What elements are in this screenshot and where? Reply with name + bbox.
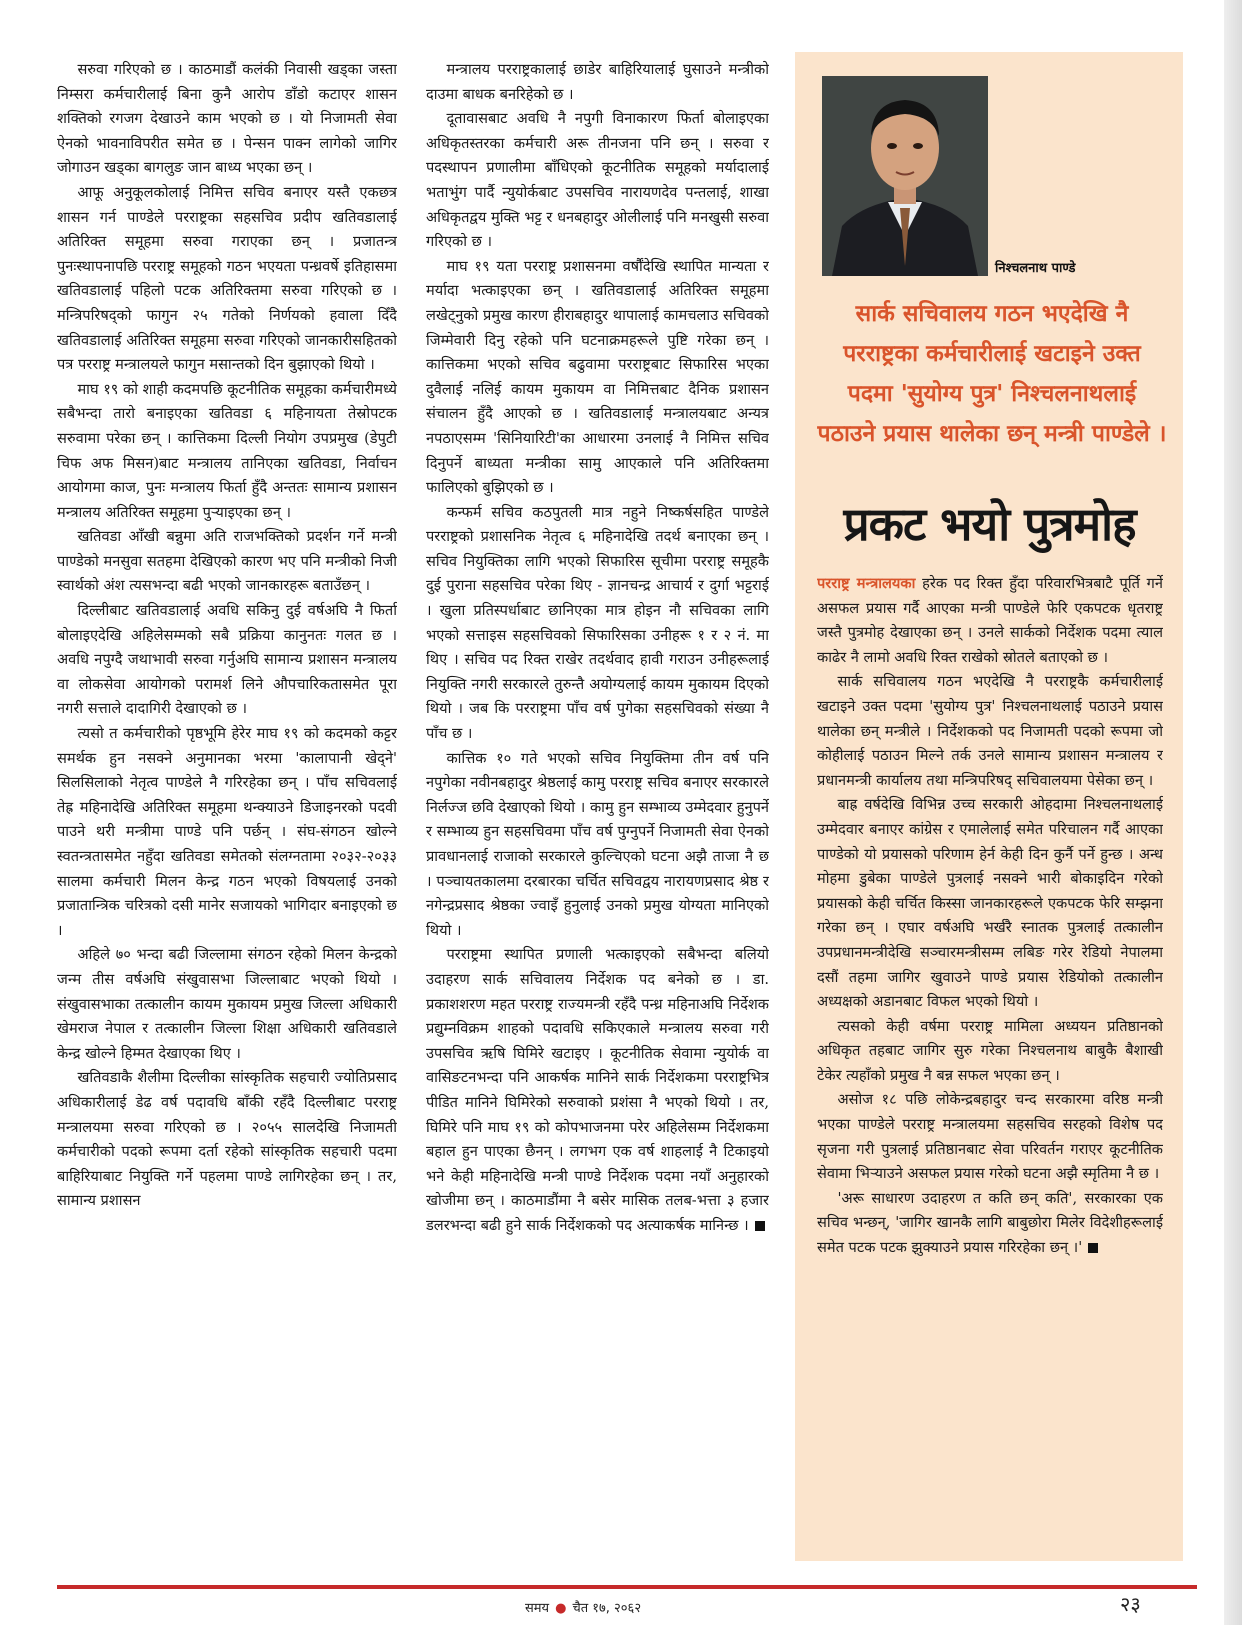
sidebar-body (817, 572, 1163, 1547)
end-mark-icon (1088, 1243, 1098, 1253)
sidebar-paragraph-text: सार्क सचिवालय गठन भएदेखि नै परराष्ट्रकै कर्मचारीलाई खटाइने उक्त पदमा 'सुयोग्य पुत्र' निश्चलनाथलाई पठाउने प्रयास थालेका छन् मन्त्रीले । निर्देशकको पद निजामती पदको रूपमा जो कोहीलाई पठाउन मिल्ने तर्क उनले सामान्य प्रशासन मन्त्रालय र प्रधानमन्त्री कार्यालय तथा मन्त्रिपरिषद् सचिवालयमा पेसेका छन् । (817, 673, 1163, 789)
sidebar-paragraph-text: असोज १८ पछि लोकेन्द्रबहादुर चन्द सरकारमा वरिष्ठ मन्त्री भएका पाण्डेले परराष्ट्र मन्त्रालयमा सहसचिव सरहको विशेष पद सृजना गरी पुत्रलाई प्रतिष्ठानबाट सेवा परिवर्तन गराएर कूटनीतिक सेवामा भिऱ्याउने असफल प्रयास गरेको घटना अझै स्मृतिमा नै छ । (817, 1091, 1163, 1183)
article-paragraph: अहिले ७० भन्दा बढी जिल्लामा संगठन रहेको मिलन केन्द्रको जन्म तीस वर्षअघि संखुवासभा जिल्लाबाट भएको थियो । संखुवासभाका तत्कालीन कायम मुकायम प्रमुख जिल्ला अधिकारी खेमराज नेपाल र तत्कालीन जिल्ला शिक्षा अधिकारी खतिवडाले केन्द्र खोल्ने हिम्मत देखाएका थिए । (57, 946, 397, 1062)
lead-words: परराष्ट्र मन्त्रालयका (817, 575, 916, 592)
article-paragraph: दूतावासबाट अवधि नै नपुगी विनाकारण फिर्ता बोलाइएका अधिकृतस्तरका कर्मचारी अरू तीनजना पनि छन् । सरुवा र पदस्थापन प्रणालीमा बाँधिएको कूटनीतिक समूहको मर्यादालाई भताभुंग पार्दै न्युयोर्कबाट उपसचिव नारायणदेव पन्तलाई, शाखा अधिकृतद्वय मुक्ति भट्ट र धनबहादुर ओलीलाई पनि मनखुसी सरुवा गरिएको छ । (426, 110, 769, 251)
sidebar-paragraph (817, 670, 1163, 793)
photo-caption: निश्चलनाथ पाण्डे (995, 261, 1076, 276)
article-paragraph: सरुवा गरिएको छ । काठमाडौं कलंकी निवासी खड्का जस्ता निम्सरा कर्मचारीलाई बिना कुनै आरोप डाँडो कटाएर शासन शक्तिको रगजग देखाउने काम भएको छ । यो निजामती सेवा ऐनको भावनाविपरीत समेत छ । पेन्सन पाक्न लागेको जागिर जोगाउन खड्का बागलुङ जान बाध्य भएका छन् । (57, 61, 397, 177)
portrait-image (822, 76, 988, 276)
bullet-dot-icon: ● (555, 1601, 567, 1616)
article-paragraph: खतिवडा आँखी बन्नुमा अति राजभक्तिको प्रदर्शन गर्ने मन्त्री पाण्डेको मनसुवा सतहमा देखिएको कारण भए पनि मन्त्रीको निजी स्वार्थको अंश त्यसभन्दा बढी भएको जानकारहरू बताउँछन् । (57, 528, 397, 595)
sidebar-paragraph-text: हरेक पद रिक्त हुँदा परिवारभित्रबाटै पूर्ति गर्ने असफल प्रयास गर्दै आएका मन्त्री पाण्डेले फेरि एकपटक धृतराष्ट्र जस्तै पुत्रमोह देखाएका छन् । उनले सार्कको निर्देशक पदमा त्याल काढेर नै लामो अवधि रिक्त राखेको स्रोतले बताएको छ । (817, 575, 1163, 666)
sidebar-paragraph-text: बाह्र वर्षदेखि विभिन्न उच्च सरकारी ओहदामा निश्चलनाथलाई उम्मेदवार बनाएर कांग्रेस र एमालेलाई समेत परिचालन गर्दै आएका पाण्डेको यो प्रयासको परिणाम हेर्न केही दिन कुर्नै पर्ने हुन्छ । अन्ध मोहमा डुबेका पाण्डेले पुत्रलाई नसक्ने भारी बोकाइदिन गरेको प्रयासको केही चर्चित किस्सा जानकारहरूले एकपटक फेरि सम्झना गरेका छन् । एघार वर्षअघि भर्खरै स्नातक पुत्रलाई तत्कालीन उपप्रधानमन्त्रीदेखि सञ्चारमन्त्रीसम्म लबिङ गरेर रेडियो नेपालमा दसौं तहमा जागिर खुवाउने पाण्डे प्रयास रेडियोको तत्कालीन अध्यक्षको अडानबाट विफल भएको थियो । (817, 796, 1163, 1011)
sidebar-box (795, 52, 1183, 1561)
sidebar-paragraph (817, 1015, 1163, 1089)
article-paragraph: आफू अनुकूलकोलाई निमित्त सचिव बनाएर यस्तै एकछत्र शासन गर्न पाण्डेले परराष्ट्रका सहसचिव प्रदीप खतिवडालाई अतिरिक्त समूहमा सरुवा गराएका छन् । प्रजातन्त्र पुनःस्थापनापछि परराष्ट्र समूहको गठन भएयता पन्ध्रवर्षे इतिहासमा खतिवडालाई पहिलो पटक अतिरिक्तमा सरुवा गरिएको छ । मन्त्रिपरिषद्को फागुन २५ गतेको निर्णयको हवाला दिँदै खतिवडालाई अतिरिक्त समूहमा सरुवा गरिएको जानकारीसहितको पत्र परराष्ट्र मन्त्रालयले फागुन मसान्तको दिन बुझाएको थियो । (57, 183, 397, 374)
sidebar-paragraph (817, 1088, 1163, 1186)
issue-date: चैत १७, २०६२ (572, 1601, 642, 1616)
article-paragraph: मन्त्रालय परराष्ट्रकालाई छाडेर बाहिरियालाई घुसाउने मन्त्रीको दाउमा बाधक बनरिहेको छ । (426, 61, 769, 103)
end-mark-icon (755, 1221, 765, 1231)
sidebar-paragraph (817, 572, 1163, 670)
article-paragraph: कात्तिक १० गते भएको सचिव नियुक्तिमा तीन वर्ष पनि नपुगेका नवीनबहादुर श्रेष्ठलाई कामु परराष्ट्र सचिव बनाएर सरकारले निर्लज्ज छवि देखाएको थियो । कामु हुन सम्भाव्य उम्मेदवार हुनुपर्ने र सम्भाव्य हुन सहसचिवमा पाँच वर्ष पुग्नुपर्ने निजामती सेवा ऐनको प्रावधानलाई राजाको सरकारले कुल्चिएको घटना अझै ताजा नै छ । पञ्चायतकालमा दरबारका चर्चित सचिवद्वय नारायणप्रसाद श्रेष्ठ र नगेन्द्रप्रसाद श्रेष्ठका ज्वाइँ हुनुलाई उनको प्रमुख योग्यता मानिएको थियो । (426, 749, 769, 939)
article-paragraph: माघ १९ यता परराष्ट्र प्रशासनमा वर्षौंदेखि स्थापित मान्यता र मर्यादा भत्काइएका छन् । खतिवडालाई अतिरिक्त समूहमा लखेट्नुको प्रमुख कारण हीराबहादुर थापालाई कामचलाउ सचिवको जिम्मेवारी दिनु रहेको पनि घटनाक्रमहरूले पुष्टि गरेका छन् । कात्तिकमा भएको सचिव बढुवामा परराष्ट्रबाट सिफारिस भएका दुवैलाई नलिई कायम मुकायम वा निमित्तबाट दैनिक प्रशासन संचालन हुँदै आएको छ । खतिवडालाई मन्त्रालयबाट अन्यत्र नपठाएसम्म 'सिनियारिटी'का आधारमा उनलाई नै निमित्त सचिव दिनुपर्ने बाध्यता मन्त्रीका सामु आएकाले पनि अतिरिक्तमा फालिएको बुझिएको छ । (426, 257, 769, 497)
sidebar-paragraph (817, 793, 1163, 1014)
sidebar-paragraph-text: 'अरू साधारण उदाहरण त कति छन् कति', सरकारका एक सचिव भन्छन्, 'जागिर खानकै लागि बाबुछोरा मिलेर विदेशीहरूलाई समेत पटक पटक झुक्याउने प्रयास गरिरहेका छन् ।' (817, 1189, 1163, 1257)
publication-name: समय (525, 1601, 550, 1616)
article-column-1 (57, 58, 397, 1558)
article-paragraph: खतिवडाकै शैलीमा दिल्लीका सांस्कृतिक सहचारी ज्योतिप्रसाद अधिकारीलाई डेढ वर्ष पदावधि बाँकी रहँदै दिल्लीबाट परराष्ट्र मन्त्रालयमा सरुवा गरिएको छ । २०५५ सालदेखि निजामती कर्मचारीको पदको रूपमा दर्ता रहेको सांस्कृतिक सहचारी पदमा बाहिरियाबाट नियुक्ति गर्ने पहलमा पाण्डे लागिरहेका छन् । तर, सामान्य प्रशासन (57, 1069, 397, 1210)
article-paragraph: दिल्लीबाट खतिवडालाई अवधि सकिनु दुई वर्षअघि नै फिर्ता बोलाइएदेखि अहिलेसम्मको सबै प्रक्रिया कानुनतः गलत छ । अवधि नपुग्दै जथाभावी सरुवा गर्नुअघि सामान्य प्रशासन मन्त्रालय वा लोकसेवा आयोगको परामर्श लिने औपचारिकतासमेत पूरा नगरी सत्ताले दादागिरी देखाएको छ । (57, 602, 397, 718)
page-number: २३ (1120, 1592, 1141, 1616)
sidebar-paragraph (817, 1187, 1163, 1261)
footer-rule (57, 1585, 1197, 1589)
footer-publication (525, 1598, 641, 1616)
article-paragraph: परराष्ट्रमा स्थापित प्रणाली भत्काइएको सबैभन्दा बलियो उदाहरण सार्क सचिवालय निर्देशक पद बनेको छ । डा. प्रकाशशरण महत परराष्ट्र राज्यमन्त्री रहँदै पन्ध्र महिनाअघि निर्देशक प्रद्युम्नविक्रम शाहको पदावधि सकिएकाले मन्त्रालय सरुवा गरी उपसचिव ऋषि घिमिरे खटाइए । कूटनीतिक सेवामा न्युयोर्क वा वासिङटनभन्दा पनि आकर्षक मानिने सार्क निर्देशकमा परराष्ट्रभित्र पीडित मानिने घिमिरेको सरुवाको प्रशंसा नै भएको थियो । तर, घिमिरे पनि माघ १९ को कोपभाजनमा परेर अहिलेसम्म निर्देशकमा बहाल हुन पाएका छैनन् । लगभग एक वर्ष शाहलाई नै टिकाइयो भने केही महिनादेखि मन्त्री पाण्डे निर्देशक पदमा नयाँ अनुहारको खोजीमा छन् । काठमाडौंमा नै बसेर मासिक तलब-भत्ता ३ हजार डलरभन्दा बढी हुने सार्क निर्देशकको पद अत्याकर्षक मानिन्छ । (426, 946, 769, 1234)
page-edge-shadow (1224, 0, 1242, 1625)
article-paragraph: माघ १९ को शाही कदमपछि कूटनीतिक समूहका कर्मचारीमध्ये सबैभन्दा तारो बनाइएका खतिवडा ६ महिनायता तेस्रोपटक सरुवामा परेका छन् । कात्तिकमा दिल्ली नियोग उपप्रमुख (डेपुटी चिफ अफ मिसन)बाट मन्त्रालय तानिएका खतिवडा, निर्वाचन आयोगमा काज, पुनः मन्त्रालय फिर्ता हुँदै अन्ततः सामान्य प्रशासन मन्त्रालय अतिरिक्त समूहमा पुऱ्याइएका छन् । (57, 380, 397, 521)
portrait-photo (822, 76, 988, 276)
article-paragraph: कन्फर्म सचिव कठपुतली मात्र नहुने निष्कर्षसहित पाण्डेले परराष्ट्रको प्रशासनिक नेतृत्व ६ महिनादेखि तदर्थ बनाएका छन् । सचिव नियुक्तिका लागि भएको सिफारिस सूचीमा परराष्ट्र समूहकै दुई पुराना सहसचिव परेका थिए - ज्ञानचन्द्र आचार्य र दुर्गा भट्टराई । खुला प्रतिस्पर्धाबाट छानिएका मात्र होइन नौ सचिवका लागि भएको सत्ताइस सहसचिवको सिफारिसका उनीहरू १ र २ नं. मा थिए । सचिव पद रिक्त राखेर तदर्थवाद हावी गराउन उनीहरूलाई नियुक्ति नगरी सरकारले तुरुन्तै अयोग्यलाई कायम मुकायम दिएको थियो । जब कि परराष्ट्रमा पाँच वर्ष पुगेका सहसचिवको संख्या नै पाँच छ । (426, 503, 769, 743)
pull-quote: सार्क सचिवालय गठन भएदेखि नै परराष्ट्रका कर्मचारीलाई खटाइने उक्त पदमा 'सुयोग्य पुत्र' निश्चलनाथलाई पठाउने प्रयास थालेका छन् मन्त्री पाण्डेले । (817, 301, 1167, 447)
sidebar-paragraph-text: त्यसको केही वर्षमा परराष्ट्र मामिला अध्ययन प्रतिष्ठानको अधिकृत तहबाट जागिर सुरु गरेका निश्चलनाथ बाबुकै बैशाखी टेकेर त्यहाँको प्रमुख नै बन्न सफल भएका छन् । (817, 1017, 1163, 1084)
sidebar-headline: प्रकट भयो पुत्रमोह (843, 497, 1136, 551)
article-column-2 (426, 58, 769, 1558)
article-paragraph: त्यसो त कर्मचारीको पृष्ठभूमि हेरेर माघ १९ को कदमको कट्टर समर्थक हुन नसक्ने अनुमानका भरमा 'कालापानी खेद्ने' सिलसिलाको नेतृत्व पाण्डेले नै गरिरहेका छन् । पाँच सचिवलाई तेह्र महिनादेखि अतिरिक्त समूहमा थन्क्याउने डिजाइनरको पदवी पाउने थरी मन्त्रीमा पाण्डे पनि पर्छन् । संघ-संगठन खोल्ने स्वतन्त्रतासमेत नहुँदा खतिवडा समेतको संलग्नतामा २०३२-२०३३ सालमा कर्मचारी मिलन केन्द्र गठन भएको विषयलाई उनको प्रजातान्त्रिक चरित्रको दसी मानेर सजायको भागिदार बनाइएको छ । (57, 725, 397, 939)
